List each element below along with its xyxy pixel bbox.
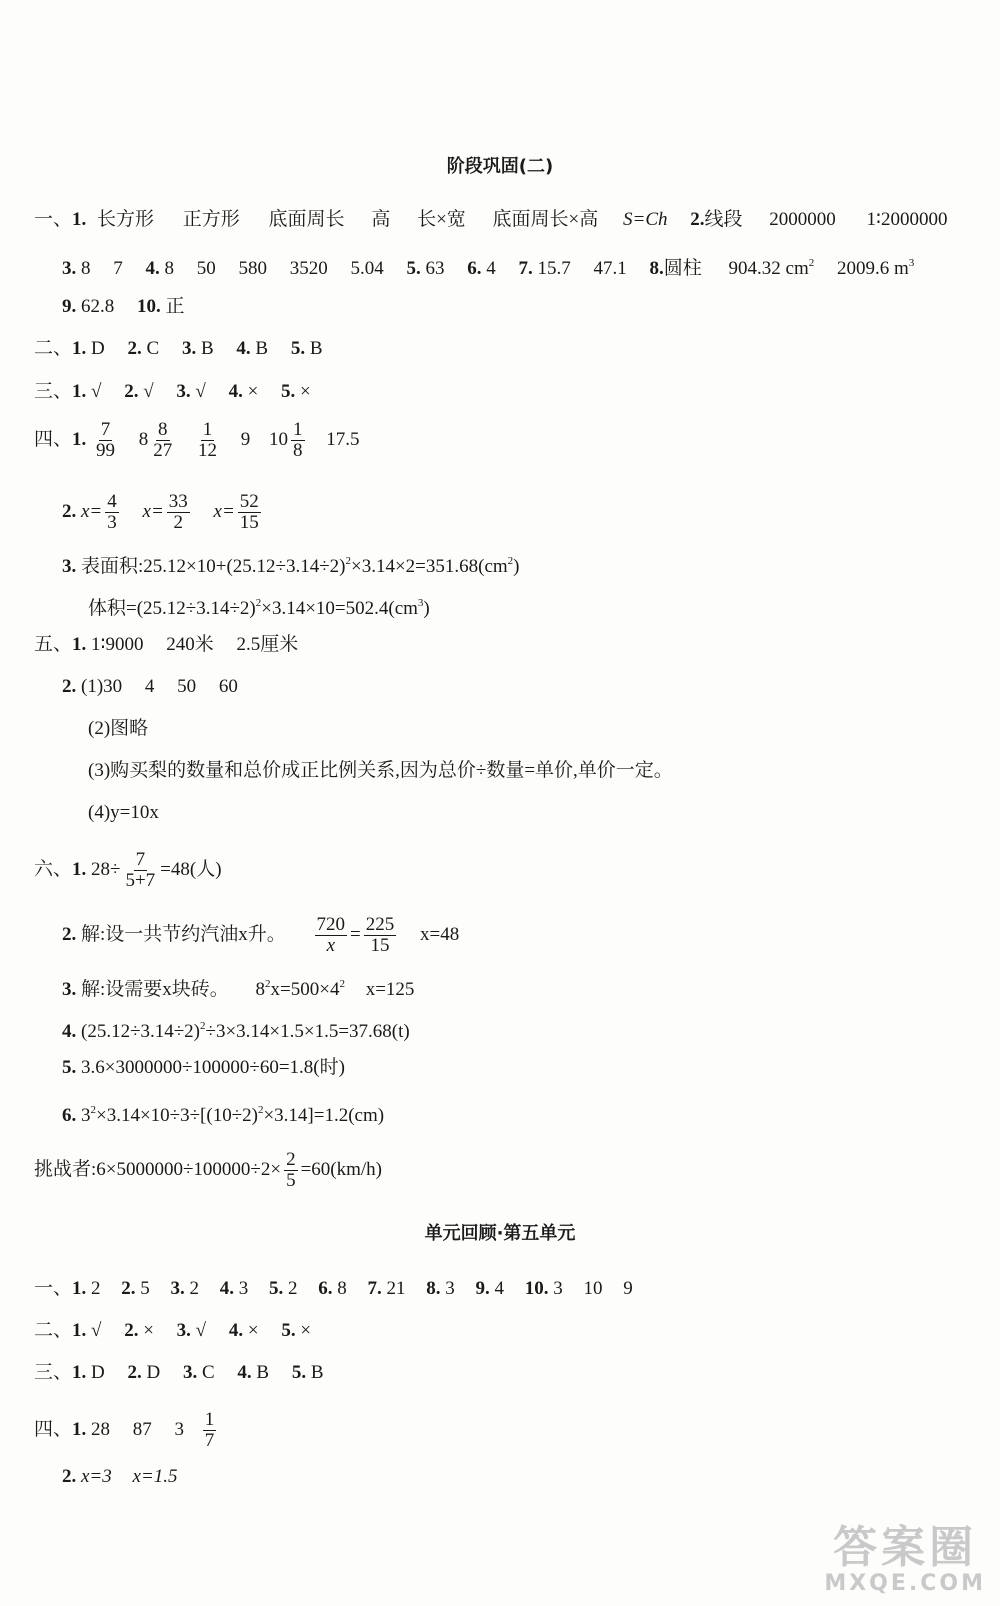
answer-row: 3. 表面积$:25.12\times 10+(25.12\div 3.14\div 2)^2\times 3.14\times 2=351.68(cm^2)$ [62, 555, 520, 577]
answer-row: (3)购买梨的数量和总价成正比例关系,因为总价÷数量=单价,单价一定。 [88, 760, 673, 781]
answer-row: 六、1. 28÷ $\frac{7}{5+7}$ =48(人) [34, 849, 222, 891]
answer-row: 2. x=3 x=1.5 [62, 1466, 178, 1487]
answer-row: 2. 解:设一共节约汽油x升。 $\frac{720}{x}$ = $\frac{225}{15}$ x=48 [62, 914, 460, 956]
answer-row: 二、1. √ 2. × 3. √ 4. × 5. × [34, 1320, 312, 1341]
answer-row: 5. 3.6×3000000÷100000÷60=1.8(时) [62, 1057, 345, 1078]
answer-row: (2)图略 [88, 718, 149, 739]
answer-row: 3. 8 7 4. 8 50 580 3520 5.04 5. 63 6. 4 7. 15.7 47.1 8.圆柱 904.32 $cm^2$ 2009.6 $m^3$ [62, 257, 915, 279]
answer-row: 一、1. 长方形 正方形 底面周长 高 长×宽 底面周长×高 S=Ch 2.线段 2000000 1∶2000000 [34, 209, 948, 230]
section-title-1: 阶段巩固(二) [446, 156, 554, 177]
answer-row: 3. 解:设需要x块砖。 $8^2x=500\times 4^2$ x=125 [62, 978, 415, 1000]
answer-row: 4. $(25.12\div 3.14\div 2)^2\div 3\times 3.14\times 1.5\times 1.5=37.68(t)$ [62, 1020, 410, 1042]
answer-row: 四、1. 28 87 3 $\frac{1}{7}$ [34, 1409, 215, 1451]
answer-row: 五、1. 1∶9000 240米 2.5厘米 [34, 634, 299, 655]
answer-row: 三、1. √ 2. √ 3. √ 4. × 5. × [34, 381, 311, 402]
answer-row: 9. 62.8 10. 正 [62, 296, 185, 317]
answer-row: 体积$=(25.12\div 3.14\div 2)^2\times 3.14\times 10=502.4(cm^3)$ [88, 597, 430, 619]
answer-row: 三、1. D 2. D 3. C 4. B 5. B [34, 1362, 324, 1383]
answer-row: (4)y=10x [88, 802, 159, 823]
answer-row: 2. x= $\frac{4}{3}$ x= $\frac{33}{2}$ x= $\frac{52}{15}$ [62, 491, 259, 533]
answer-row: 6. $3^2\times 3.14\times 10\div 3\div[(10\div 2)^2\times 3.14]=1.2(cm)$ [62, 1104, 385, 1126]
answer-row: 挑战者:6×5000000÷100000÷2× $\frac{2}{5}$ =60(km/h) [34, 1149, 383, 1191]
answer-row: 一、1. 2 2. 5 3. 2 4. 3 5. 2 6. 8 7. 21 8. 3 9. 4 10. 3 10 9 [34, 1278, 633, 1299]
answer-row: 二、1. D 2. C 3. B 4. B 5. B [34, 338, 323, 359]
answer-row: 四、1. $\frac{7}{99}$ 8 $\frac{8}{27}$ $\frac{1}{12}$ 9 10 $\frac{1}{8}$ 17.5 [34, 419, 360, 461]
watermark-logo: 答案圈 MXQE.COM [824, 1522, 986, 1596]
section-title-2: 单元回顾·第五单元 [424, 1223, 576, 1244]
answer-row: 2. (1)30 4 50 60 [62, 676, 238, 697]
